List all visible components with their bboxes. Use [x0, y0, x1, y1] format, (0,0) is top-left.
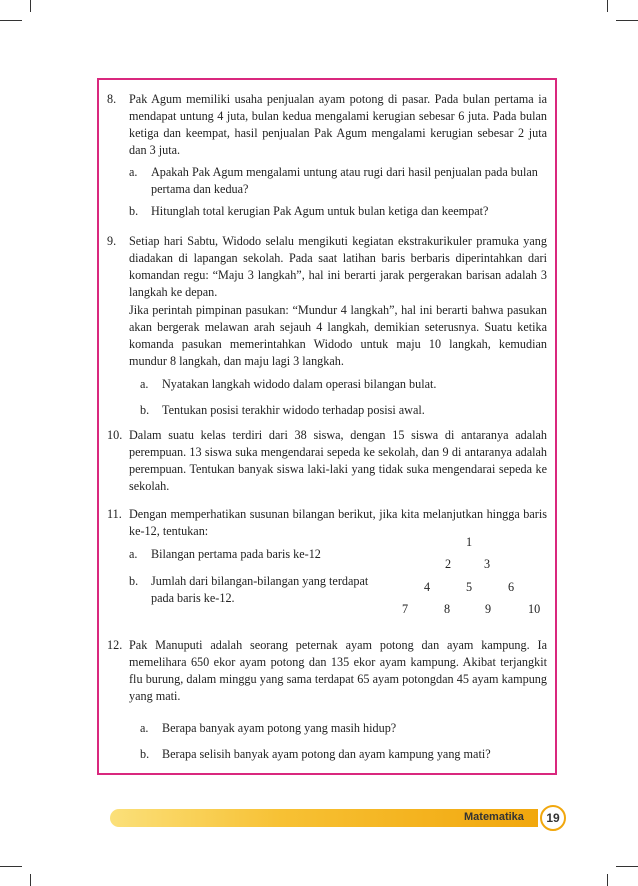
option-text: Tentukan posisi terakhir widodo terhadap posisi awal.: [162, 403, 425, 417]
option-text: Bilangan pertama pada baris ke-12: [151, 547, 321, 561]
question-8: [107, 91, 547, 161]
question-text-continued: Jika perintah pimpinan pasukan: “Mundur 4 langkah”, hal ini berarti bahwa pasukan akan bergerak melawan arah sejauh 4 langkah, demikian seterusnya. Suatu ketika komanda pasukan memerintahkan Widodo untuk maju 10 langkah, kemudian mundur 8 langkah, dan maju lagi 3 langkah.: [129, 303, 547, 368]
question-11-b: [129, 573, 389, 607]
triangle-number: 10: [528, 602, 541, 616]
question-text: Pak Agum memiliki usaha penjualan ayam potong di pasar. Pada bulan pertama ia mendapat untung 4 juta, bulan kedua mengalami kerugian sebesar 6 juta. Pada bulan ketiga dan keempat, hasil penjualan Pak Agum mengalami kerugian sebesar 2 juta dan 3 juta.: [129, 92, 547, 157]
question-text: Dengan memperhatikan susunan bilangan berikut, jika kita melanjutkan hingga baris ke-12, tentukan:: [129, 507, 547, 538]
question-11-a: [129, 546, 389, 563]
question-9-a: [140, 376, 547, 393]
option-label: b.: [140, 403, 150, 417]
question-text: Setiap hari Sabtu, Widodo selalu mengikuti kegiatan ekstrakurikuler pramuka yang diadakan di lapangan sekolah. Pada saat latihan baris berbaris diperintahkan dari komandan regu: “Maju 3 langkah”, hal ini berarti jarak pergerakan barisan adalah 3 langkah ke depan.: [129, 234, 547, 299]
triangle-number: 6: [508, 580, 515, 594]
question-number: 8.: [107, 92, 117, 106]
question-11: [107, 506, 547, 542]
triangle-number: 7: [402, 602, 409, 616]
question-text: Dalam suatu kelas terdiri dari 38 siswa, dengan 15 siswa di antaranya adalah perempuan. 13 siswa suka mengendarai sepeda ke sekolah, dan 9 di antaranya adalah perempuan. Tentukan banyak siswa laki-laki yang tidak suka mengendarai sepeda ke sekolah.: [129, 428, 547, 493]
option-text: Nyatakan langkah widodo dalam operasi bilangan bulat.: [162, 377, 437, 391]
option-label: a.: [140, 721, 149, 735]
triangle-number: 3: [484, 557, 491, 571]
option-label: b.: [129, 574, 139, 588]
crop-mark: [0, 866, 22, 867]
crop-mark: [616, 20, 638, 21]
question-text: Pak Manuputi adalah seorang peternak ayam potong dan ayam kampung. Ia memelihara 650 ekor ayam potong dan 135 ekor ayam kampung. Akibat terjangkit flu burung, dalam minggu yang sama terdapat 65 ayam potongdan 45 ayam kampung yang mati.: [129, 638, 547, 703]
triangle-number: 1: [466, 535, 473, 549]
crop-mark: [607, 0, 608, 12]
triangle-number: 8: [444, 602, 451, 616]
question-number: 12.: [107, 638, 123, 652]
option-label: a.: [129, 547, 138, 561]
question-number: 11.: [107, 507, 122, 521]
crop-mark: [30, 874, 31, 886]
triangle-number: 5: [466, 580, 473, 594]
question-8-b: [129, 203, 547, 220]
question-12-a: [140, 720, 547, 737]
crop-mark: [616, 866, 638, 867]
crop-mark: [0, 20, 22, 21]
option-text: Jumlah dari bilangan-bilangan yang terdapat pada baris ke-12.: [151, 574, 369, 605]
option-label: b.: [129, 204, 139, 218]
option-label: a.: [129, 165, 138, 179]
triangle-number: 9: [485, 602, 492, 616]
option-text: Berapa selisih banyak ayam potong dan ayam kampung yang mati?: [162, 747, 491, 761]
crop-mark: [607, 874, 608, 886]
question-number: 9.: [107, 234, 117, 248]
question-8-a: [129, 164, 547, 198]
option-text: Hitunglah total kerugian Pak Agum untuk bulan ketiga dan keempat?: [151, 204, 489, 218]
question-12-b: [140, 746, 547, 763]
option-text: Berapa banyak ayam potong yang masih hidup?: [162, 721, 397, 735]
triangle-number: 2: [445, 557, 452, 571]
question-12: [107, 637, 547, 707]
page-number: 19: [540, 805, 566, 831]
question-9: [107, 233, 547, 371]
crop-mark: [30, 0, 31, 12]
subject-label: Matematika: [464, 811, 524, 823]
option-text: Apakah Pak Agum mengalami untung atau rugi dari hasil penjualan pada bulan pertama dan kedua?: [151, 165, 538, 196]
question-10: [107, 427, 547, 497]
option-label: b.: [140, 747, 150, 761]
question-9-b: [140, 402, 547, 419]
question-number: 10.: [107, 428, 123, 442]
triangle-number: 4: [424, 580, 431, 594]
option-label: a.: [140, 377, 149, 391]
